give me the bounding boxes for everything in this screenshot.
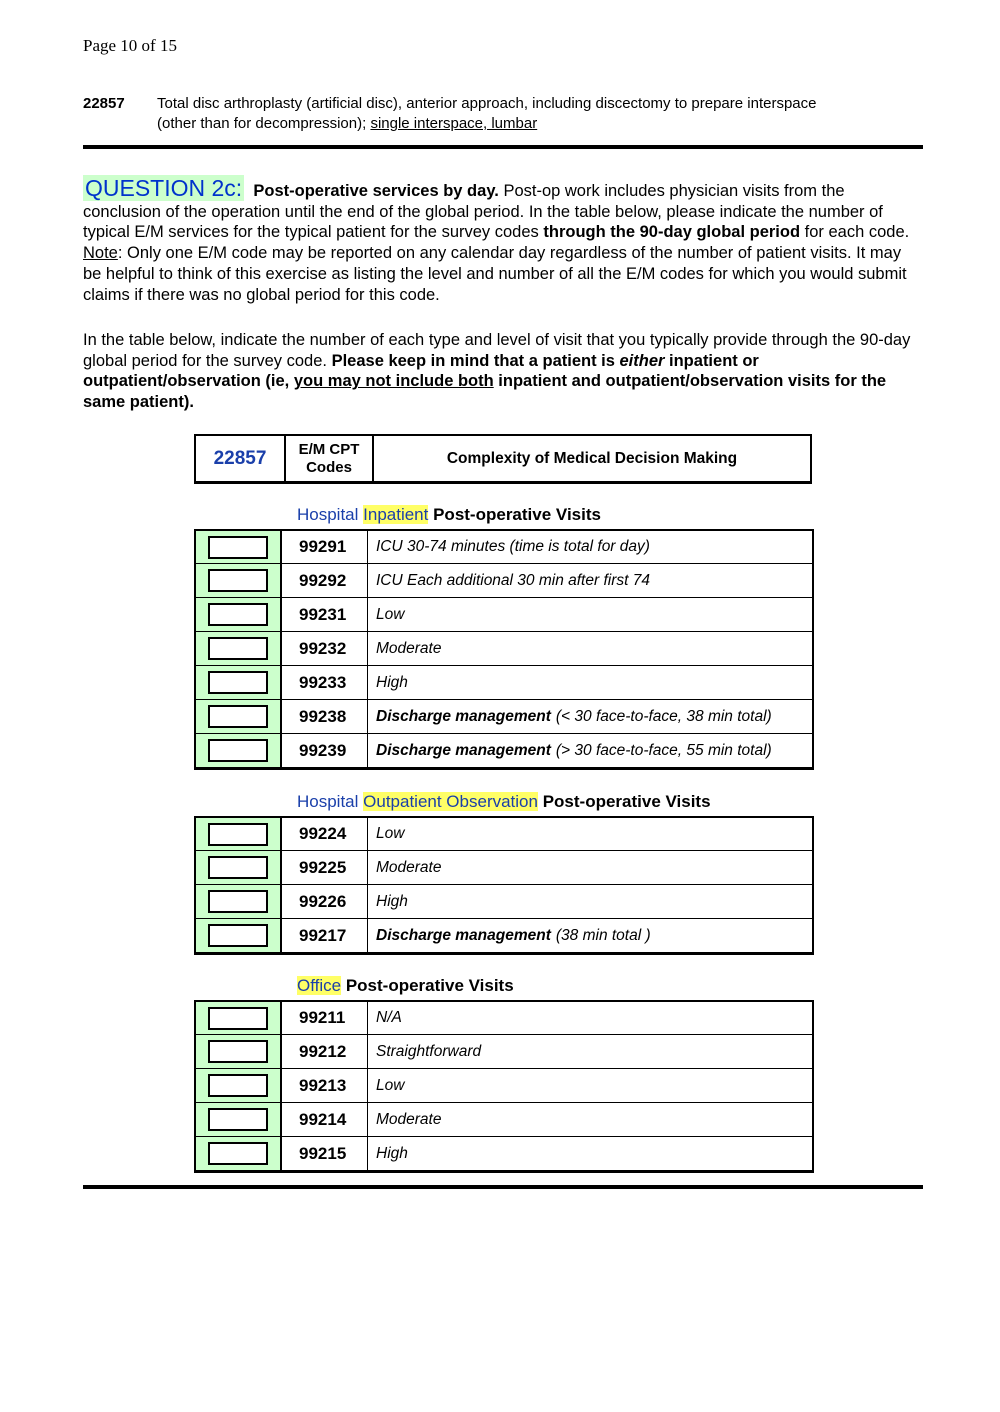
discharge-label: Discharge management — [376, 707, 551, 725]
description-text: Straightforward — [376, 1042, 482, 1060]
section-title-office: Office Post-operative Visits — [297, 976, 514, 995]
table-inpatient — [194, 529, 814, 770]
count-cell — [194, 700, 282, 733]
count-cell — [194, 1035, 282, 1068]
table-outpatient — [194, 816, 814, 955]
visit-count-input[interactable] — [208, 671, 268, 694]
para2-bold1: Please keep in mind that a patient is — [331, 351, 620, 370]
description-text: Low — [376, 605, 405, 623]
complexity-description — [368, 1069, 814, 1102]
code-desc-line2: (other than for decompression); — [157, 115, 371, 132]
count-cell — [194, 666, 282, 699]
cpt-code: 99232 — [282, 632, 368, 665]
complexity-description — [368, 1103, 814, 1136]
description-text: Low — [376, 825, 405, 842]
visit-count-input[interactable] — [208, 739, 268, 762]
count-cell — [194, 1069, 282, 1102]
table-row — [194, 699, 814, 733]
header-code: 22857 — [196, 436, 286, 481]
complexity-description — [368, 919, 814, 952]
cpt-code: 99226 — [282, 885, 368, 918]
count-cell — [194, 1103, 282, 1136]
table-row — [194, 918, 814, 952]
table-row — [194, 631, 814, 665]
visit-count-input[interactable] — [208, 1074, 268, 1097]
table-row — [194, 1068, 814, 1102]
section-title-inpatient: Hospital Inpatient Post-operative Visits — [297, 505, 601, 524]
page-number: Page 10 of 15 — [83, 36, 177, 55]
para2-bold-underlined: you may not include both — [293, 372, 494, 391]
complexity-description — [368, 818, 814, 850]
para2-bold-italic: either — [619, 351, 665, 370]
complexity-description — [368, 632, 814, 665]
code-desc-underlined: single interspace, lumbar — [370, 115, 538, 132]
description-text: High — [376, 892, 408, 910]
visit-count-input[interactable] — [208, 890, 268, 913]
count-cell — [194, 851, 282, 884]
description-text: ICU 30-74 minutes (time is total for day) — [376, 538, 650, 555]
complexity-description — [368, 531, 814, 563]
complexity-description — [368, 734, 814, 767]
table-row — [194, 1034, 814, 1068]
description-text: ICU Each additional 30 min after first 74 — [376, 571, 650, 589]
complexity-description — [368, 564, 814, 597]
visit-count-input[interactable] — [208, 1007, 268, 1030]
header-cpt-label: E/M CPT Codes — [286, 436, 374, 481]
table-row — [194, 529, 814, 563]
visit-count-input[interactable] — [208, 924, 268, 947]
para2-bold2: inpatient or outpatient/observation (ie, — [83, 351, 759, 391]
survey-code: 22857 — [83, 95, 125, 112]
description-text: (< 30 face-to-face, 38 min total) — [555, 707, 772, 725]
para2-text1: In the table below, indicate the number of each type and level of visit that you typically provide through the 90-day global period for the survey code. — [83, 331, 911, 370]
para2-bold3: inpatient and outpatient/observation visits for the same patient). — [83, 372, 887, 412]
count-cell — [194, 598, 282, 631]
count-cell — [194, 564, 282, 597]
count-cell — [194, 1137, 282, 1170]
cpt-code: 99292 — [282, 564, 368, 597]
complexity-description — [368, 1002, 814, 1034]
question-2c — [83, 175, 923, 305]
question-text3: : Only one E/M code may be reported on any calendar day regardless of the number of patient visits. It may be helpful to think of this exercise as listing the level and number of all the E/M codes for which you would submit claims if there was no global period for this code. — [83, 244, 907, 304]
description-text: High — [376, 673, 408, 691]
description-text: Moderate — [376, 858, 442, 876]
cpt-code: 99211 — [282, 1002, 368, 1034]
table-row — [194, 1136, 814, 1170]
discharge-label: Discharge management — [376, 926, 551, 944]
table-row — [194, 1102, 814, 1136]
cpt-code: 99225 — [282, 851, 368, 884]
count-cell — [194, 885, 282, 918]
table-row — [194, 816, 814, 850]
complexity-description — [368, 1137, 814, 1170]
count-cell — [194, 818, 282, 850]
visit-count-input[interactable] — [208, 856, 268, 879]
discharge-label: Discharge management — [376, 741, 551, 759]
bottom-divider — [83, 1185, 923, 1189]
complexity-description — [368, 885, 814, 918]
description-text: (> 30 face-to-face, 55 min total) — [555, 741, 772, 759]
cpt-code: 99224 — [282, 818, 368, 850]
table-row — [194, 597, 814, 631]
visit-count-input[interactable] — [208, 705, 268, 728]
question-tag: QUESTION 2c: — [85, 175, 243, 201]
instructions-paragraph — [83, 330, 923, 413]
count-cell — [194, 531, 282, 563]
section-title-outpatient: Hospital Outpatient Observation Post-operative Visits — [297, 792, 711, 811]
question-bold-mid: through the 90-day global period — [543, 223, 801, 242]
complexity-description — [368, 598, 814, 631]
top-divider — [83, 145, 923, 149]
visit-count-input[interactable] — [208, 569, 268, 592]
visit-count-input[interactable] — [208, 637, 268, 660]
visit-count-input[interactable] — [208, 823, 268, 846]
description-text: Low — [376, 1076, 405, 1094]
question-text2: for each code. — [800, 223, 910, 242]
question-lead: Post-operative services by day. — [253, 182, 499, 200]
table-row — [194, 563, 814, 597]
table-row — [194, 665, 814, 699]
count-cell — [194, 734, 282, 767]
note-label: Note — [83, 244, 118, 263]
complexity-description — [368, 700, 814, 733]
complexity-description — [368, 666, 814, 699]
description-text: (38 min total ) — [555, 926, 651, 944]
visit-count-input[interactable] — [208, 1142, 268, 1165]
table-row — [194, 1000, 814, 1034]
cpt-code: 99213 — [282, 1069, 368, 1102]
code-desc-line1: Total disc arthroplasty (artificial disc), anterior approach, including discectomy to prepare interspace — [157, 95, 817, 112]
description-text: High — [376, 1144, 408, 1162]
table-row — [194, 850, 814, 884]
visit-count-input[interactable] — [208, 603, 268, 626]
cpt-code: 99233 — [282, 666, 368, 699]
count-cell — [194, 919, 282, 952]
table-office — [194, 1000, 814, 1173]
description-text: Moderate — [376, 1110, 442, 1128]
cpt-code: 99238 — [282, 700, 368, 733]
cpt-code: 99239 — [282, 734, 368, 767]
table-header — [194, 434, 812, 484]
question-text1: Post-op work includes physician visits from the conclusion of the operation until the end of the global period. In the table below, please indicate the number of typical E/M services for the typical patient for the survey codes — [83, 182, 883, 242]
description-text: Moderate — [376, 639, 442, 657]
table-row — [194, 884, 814, 918]
complexity-description — [368, 851, 814, 884]
cpt-code: 99212 — [282, 1035, 368, 1068]
cpt-code: 99291 — [282, 531, 368, 563]
cpt-code: 99231 — [282, 598, 368, 631]
visit-count-input[interactable] — [208, 536, 268, 559]
table-row — [194, 733, 814, 767]
count-cell — [194, 632, 282, 665]
description-text: N/A — [376, 1009, 402, 1026]
cpt-code: 99215 — [282, 1137, 368, 1170]
complexity-description — [368, 1035, 814, 1068]
code-description — [157, 94, 917, 134]
visit-count-input[interactable] — [208, 1040, 268, 1063]
cpt-code: 99214 — [282, 1103, 368, 1136]
visit-count-input[interactable] — [208, 1108, 268, 1131]
count-cell — [194, 1002, 282, 1034]
cpt-code: 99217 — [282, 919, 368, 952]
header-complexity-label: Complexity of Medical Decision Making — [446, 449, 738, 467]
